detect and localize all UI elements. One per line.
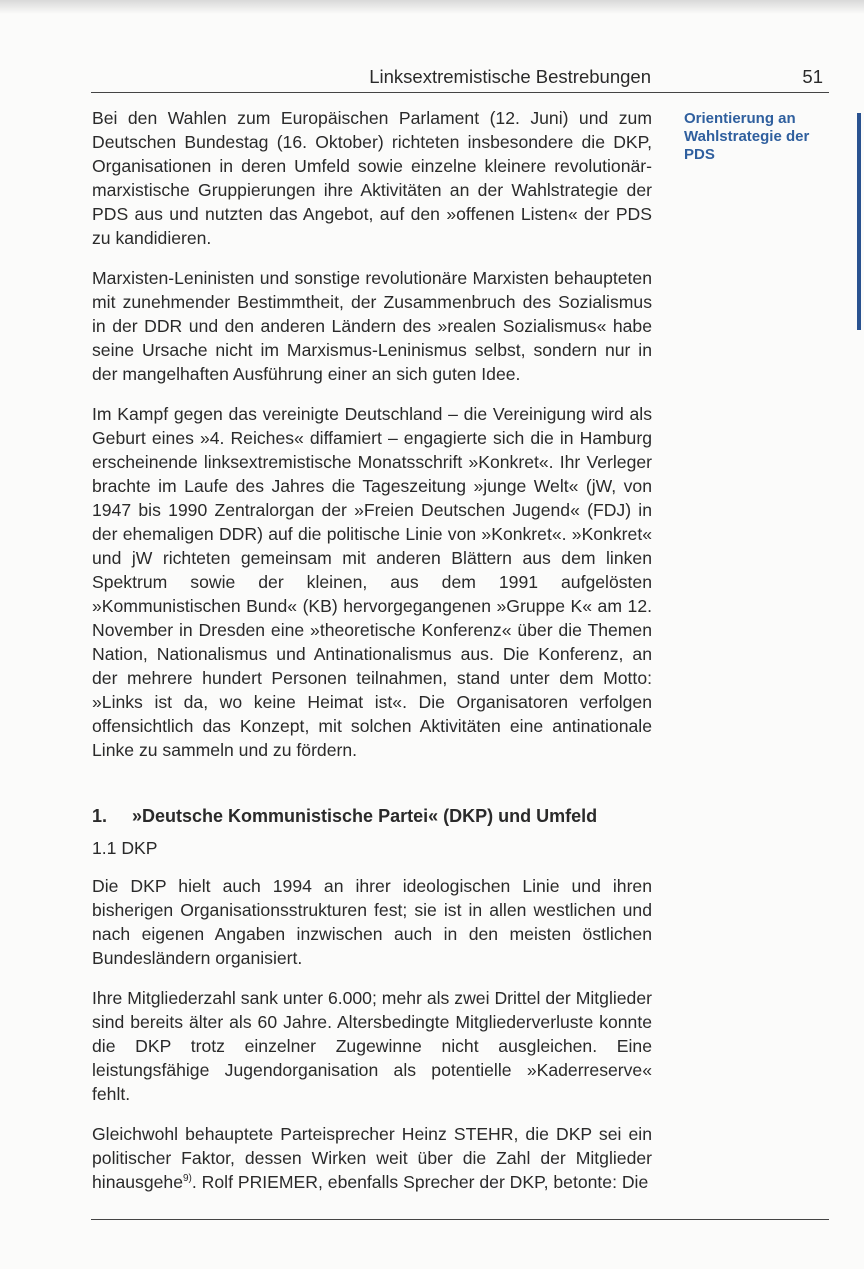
paragraph [92,1122,652,1194]
paragraph: Im Kampf gegen das vereinigte Deutschland – die Vereinigung wird als Geburt eines »4. Reiches« diffamiert – engagierte sich die in Hamburg erscheinende linksextremistische Monatsschrift »Konkret«. Ihr Verleger brachte im Laufe des Jahres die Tageszeitung »junge Welt« (jW, von 1947 bis 1990 Zentralorgan der »Freien Deutschen Jugend« (FDJ) in der ehemaligen DDR) auf die politische Linie von »Konkret«. »Konkret« und jW richteten gemeinsam mit anderen Blättern aus dem linken Spektrum sowie der kleinen, aus dem 1991 aufgelösten »Kommunistischen Bund« (KB) hervorgegangenen »Gruppe K« am 12. November in Dresden eine »theoretische Konferenz« über die Themen Nation, Nationalismus und Antinationalismus aus. Die Konferenz, an der mehrere hundert Personen teilnahmen, stand unter dem Motto: »Links ist da, wo keine Heimat ist«. Die Organisatoren verfolgen offensichtlich das Konzept, mit solchen Aktivitäten eine antinationale Linke zu sammeln und zu fördern. [92,404,652,760]
footer-rule [91,1219,829,1220]
paragraph: Marxisten-Leninisten und sonstige revolutionäre Marxisten behaupteten mit zunehmender Bestimmtheit, der Zusammenbruch des Sozialismus in der DDR und den anderen Ländern des »realen Sozialismus« habe seine Ursache nicht im Marxismus-Leninismus selbst, sondern nur in der mangelhaften Ausführung einer an sich guten Idee. [92,268,652,384]
paragraph-text: Gleichwohl behauptete Parteisprecher Heinz STEHR, die DKP sei ein politischer Faktor, dessen Wirken weit über die Zahl der Mitglieder hinausgehe [92,1124,652,1192]
running-head: Linksextremistische Bestrebungen [369,66,651,87]
margin-note: Orientierung an Wahlstrategie der PDS [684,110,810,163]
section-title: »Deutsche Kommunistische Partei« (DKP) und Umfeld [132,806,598,826]
page-number: 51 [802,66,823,87]
paragraph-text: . Rolf PRIEMER, ebenfalls Sprecher der DKP, betonte: Die [191,1172,649,1192]
paragraph: Ihre Mitgliederzahl sank unter 6.000; mehr als zwei Drittel der Mitglieder sind bereits älter als 60 Jahre. Altersbedingte Mitgliederverluste konnte die DKP trotz einzelner Zugewinne nicht ausgleichen. Eine leistungsfähige Jugendorganisation als potentielle »Kaderreserve« fehlt. [92,988,652,1104]
footnote-reference[interactable]: 9) [182,1173,192,1185]
page-header [91,66,829,93]
paragraph: Die DKP hielt auch 1994 an ihrer ideologischen Linie und ihren bisherigen Organisationsstrukturen fest; sie ist in allen westlichen und nach eigenen Angaben inzwischen auch in den meisten östlichen Bundesländern organisiert. [92,876,652,968]
scan-edge-shadow [0,0,864,14]
section-number: 1. [92,806,108,826]
margin-marker-bar [857,113,861,330]
subsection-heading: 1.1 DKP [92,838,158,858]
section-heading [92,804,652,828]
paragraph: Bei den Wahlen zum Europäischen Parlament (12. Juni) und zum Deutschen Bundestag (16. Oktober) richteten insbesondere die DKP, Organisationen in deren Umfeld sowie einzelne kleinere revolutionär-marxistische Gruppierungen ihre Aktivitäten an der Wahlstrategie der PDS aus und nutzten das Angebot, auf den »offenen Listen« der PDS zu kandidieren. [92,108,652,248]
main-text-column [92,106,652,1210]
